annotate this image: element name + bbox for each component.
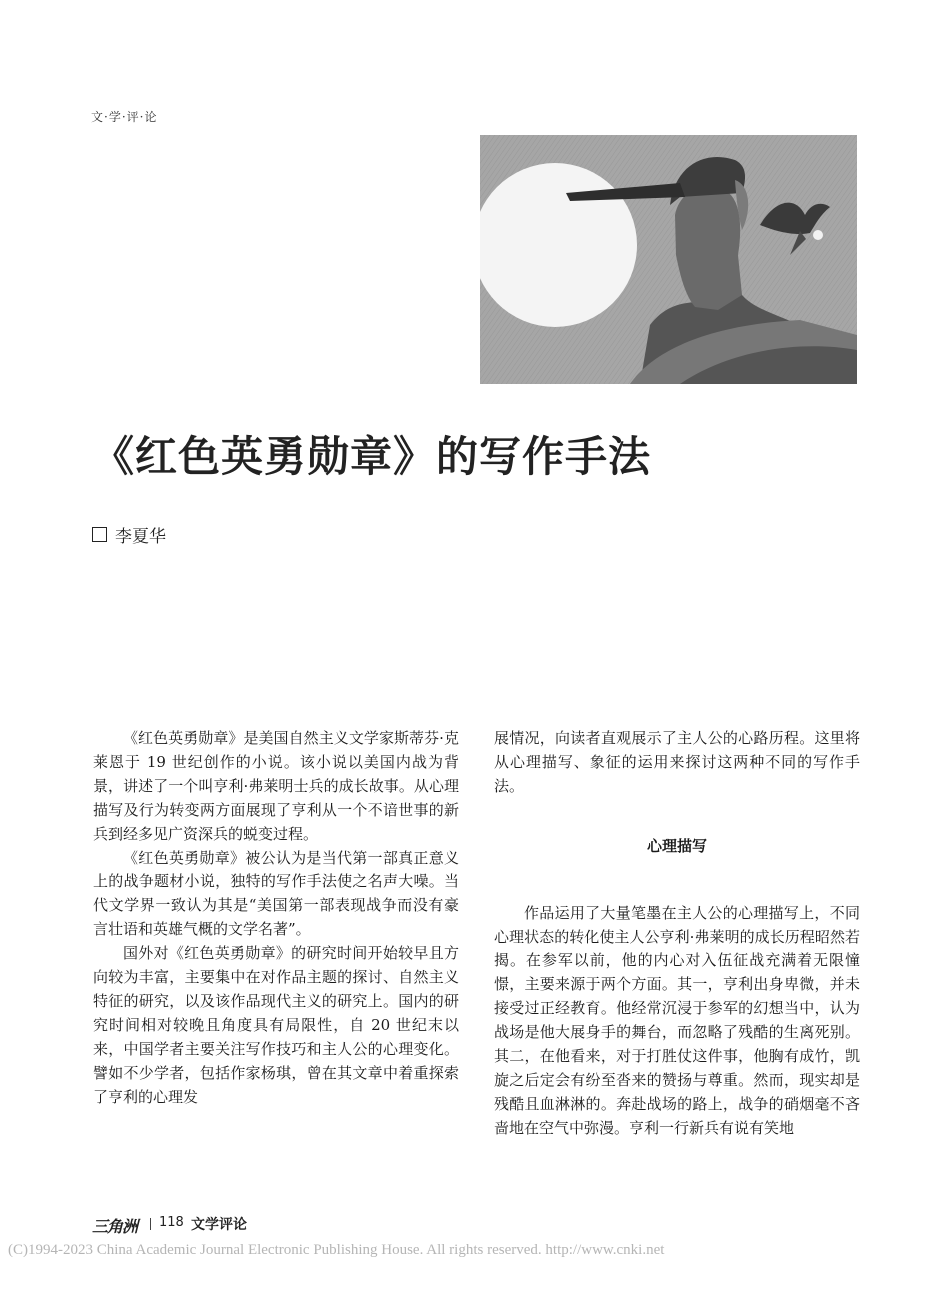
left-column <box>93 727 459 1110</box>
section-tag: 文·学·评·论 <box>91 110 158 124</box>
article-title: 《红色英勇勋章》的写作手法 <box>92 432 652 481</box>
paragraph: 国外对《红色英勇勋章》的研究时间开始较早且方向较为丰富，主要集中在对作品主题的探讨、自然主义特征的研究，以及该作品现代主义的研究上。国内的研究时间相对较晚且角度具有局限性，自 20 世纪末以来，中国学者主要关注写作技巧和主人公的心理变化。譬如不少学者，包括作家杨琪，曾在其文章中着重探索了亨利的心理发 <box>93 944 459 1106</box>
footer-divider <box>150 1218 151 1230</box>
paragraph-continuation: 展情况，向读者直观展示了主人公的心路历程。这里将从心理描写、象征的运用来探讨这两种不同的写作手法。 <box>494 729 860 795</box>
soldier-illustration <box>480 135 857 384</box>
right-column <box>494 727 860 1141</box>
author-name: 李夏华 <box>115 527 166 547</box>
copyright-watermark: (C)1994-2023 China Academic Journal Electronic Publishing House. All rights reserved. http://www.cnki.net <box>8 1242 665 1258</box>
section-heading: 心理描写 <box>646 836 707 855</box>
byline <box>92 522 166 547</box>
magazine-logo: 三角洲 <box>92 1217 138 1236</box>
paragraph: 《红色英勇勋章》是美国自然主义文学家斯蒂芬·克莱恩于 19 世纪创作的小说。该小说以美国内战为背景，讲述了一个叫亨利·弗莱明士兵的成长故事。从心理描写及行为转变两方面展现了亨利从一个不谙世事的新兵到经多见广资深兵的蜕变过程。 <box>93 729 459 843</box>
magazine-section: 文学评论 <box>191 1217 247 1233</box>
page-number: 118 <box>159 1215 184 1230</box>
paragraph: 《红色英勇勋章》被公认为是当代第一部真正意义上的战争题材小说，独特的写作手法使之名声大噪。当代文学界一致认为其是“美国第一部表现战争而没有豪言壮语和英雄气概的文学名著”。 <box>93 848 459 939</box>
paragraph: 作品运用了大量笔墨在主人公的心理描写上，不同心理状态的转化使主人公亨利·弗莱明的成长历程昭然若揭。在参军以前，他的内心对入伍征战充满着无限憧憬，主要来源于两个方面。其一，亨利出身卑微，并未接受过正经教育。他经常沉浸于参军的幻想当中，认为战场是他大展身手的舞台，而忽略了残酷的生离死别。其二，在他看来，对于打胜仗这件事，他胸有成竹，凯旋之后定会有纷至沓来的赞扬与尊重。然而，现实却是残酷且血淋淋的。奔赴战场的路上，战争的硝烟毫不吝啬地在空气中弥漫。亨利一行新兵有说有笑地 <box>494 903 860 1137</box>
square-icon <box>92 527 107 542</box>
